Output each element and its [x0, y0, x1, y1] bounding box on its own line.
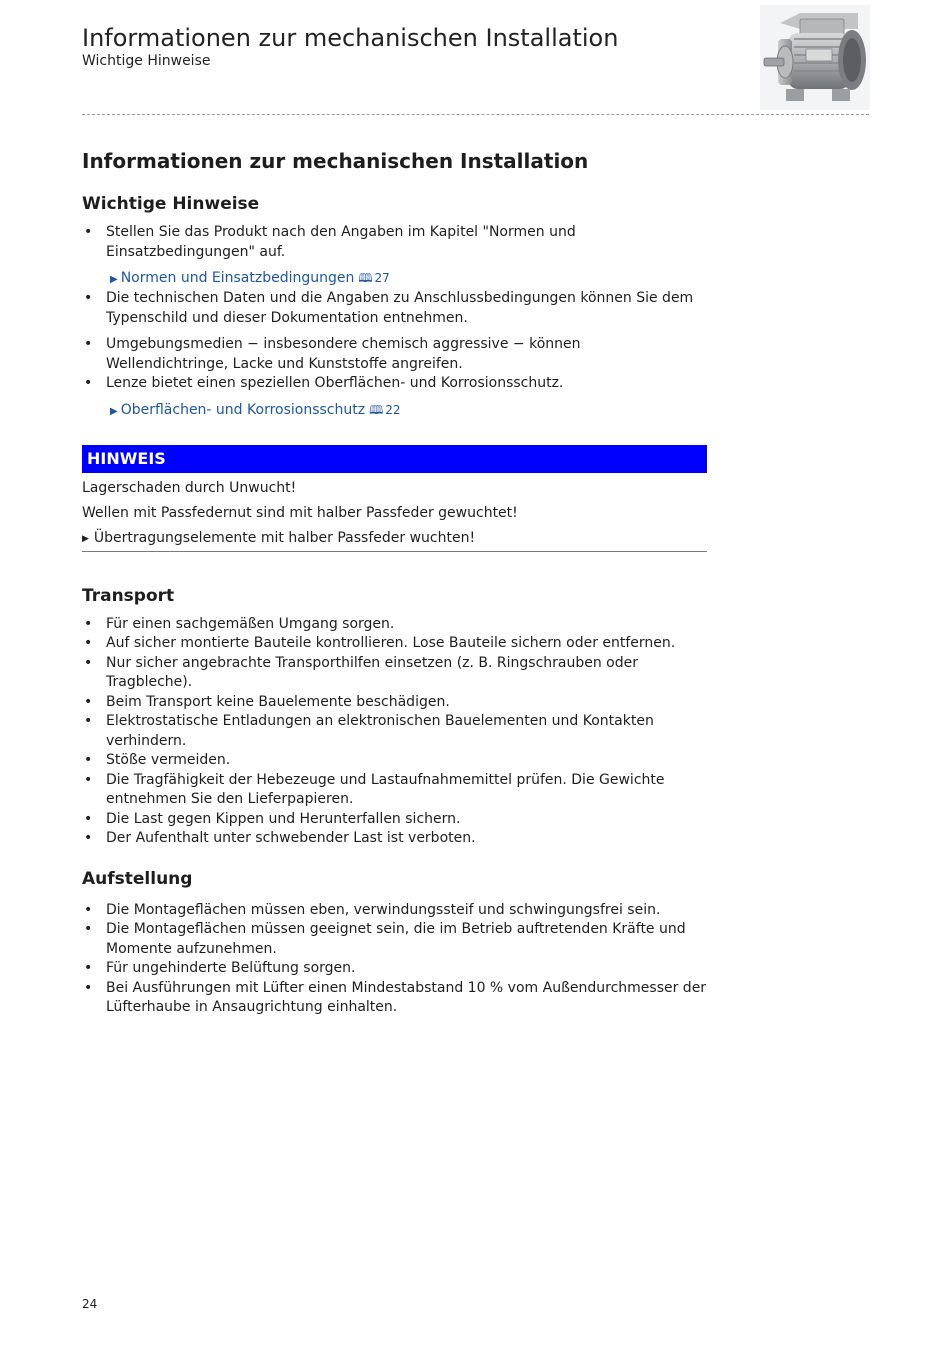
list-item: • Für einen sachgemäßen Umgang sorgen.: [82, 615, 707, 635]
list-item: • Elektrostatische Entladungen an elektronischen Bauelementen und Kontakten verhindern.: [82, 712, 707, 751]
list-item: • Die technischen Daten und die Angaben zu Anschlussbedingungen können Sie dem Typenschild und dieser Dokumentation entnehmen.: [82, 289, 707, 328]
list-item: • Bei Ausführungen mit Lüfter einen Mindestabstand 10 % vom Außendurchmesser der Lüfterhaube in Ansaugrichtung einhalten.: [82, 979, 707, 1018]
main-content: [82, 146, 707, 1018]
list-item: • Für ungehinderte Belüftung sorgen.: [82, 959, 707, 979]
motor-photo-icon: [760, 5, 870, 110]
page-reference: 27: [374, 271, 390, 285]
triangle-right-icon: ▶: [82, 533, 89, 544]
caret-right-icon: ▶: [110, 405, 118, 417]
page-number: 24: [82, 1297, 98, 1311]
section-heading-aufstellung: Aufstellung: [82, 868, 193, 889]
wichtige-hinweise-list-continued: [82, 289, 707, 394]
aufstellung-list: [82, 901, 707, 1018]
list-item: • Die Tragfähigkeit der Hebezeuge und Lastaufnahmemittel prüfen. Die Gewichte entnehmen Sie den Lieferpapieren.: [82, 771, 707, 810]
page-reference: 22: [385, 402, 401, 417]
section-heading-transport: Transport: [82, 585, 175, 606]
link-label: Normen und Einsatzbedingungen: [120, 270, 355, 286]
list-item: • Nur sicher angebrachte Transporthilfen einsetzen (z. B. Ringschrauben oder Tragbleche).: [82, 654, 707, 693]
book-icon: 🕮: [369, 402, 384, 417]
caret-right-icon: ▶: [110, 274, 118, 285]
book-icon: 🕮: [358, 271, 373, 285]
wichtige-hinweise-list: [82, 223, 707, 262]
list-item: • Stöße vermeiden.: [82, 751, 707, 771]
page-title: Informationen zur mechanischen Installation: [82, 149, 589, 173]
notice-action-text: Übertragungselemente mit halber Passfeder wuchten!: [93, 529, 476, 546]
link-normen-einsatzbedingungen[interactable]: [82, 269, 707, 289]
notice-action: [82, 529, 707, 549]
section-heading-wichtige-hinweise: Wichtige Hinweise: [82, 194, 260, 214]
list-item: • Auf sicher montierte Bauteile kontrollieren. Lose Bauteile sichern oder entfernen.: [82, 634, 707, 654]
list-item: • Umgebungsmedien − insbesondere chemisch aggressive − können Wellendichtringe, Lacke und Kunststoffe angreifen.: [82, 335, 707, 374]
notice-box: [82, 445, 707, 552]
header-subtitle: Wichtige Hinweise: [82, 53, 211, 69]
list-item: • Die Montageflächen müssen eben, verwindungssteif und schwingungsfrei sein.: [82, 901, 707, 921]
list-item: • Lenze bietet einen speziellen Oberflächen- und Korrosionsschutz.: [82, 374, 707, 394]
notice-consequence: Wellen mit Passfedernut sind mit halber Passfeder gewuchtet!: [82, 504, 518, 521]
list-item: • Der Aufenthalt unter schwebender Last ist verboten.: [82, 829, 707, 849]
list-item: • Stellen Sie das Produkt nach den Angaben im Kapitel "Normen und Einsatzbedingungen" auf.: [82, 223, 707, 262]
header-divider: [82, 114, 869, 115]
link-oberflaechen-korrosionsschutz[interactable]: [82, 401, 707, 421]
list-item: • Beim Transport keine Bauelemente beschädigen.: [82, 693, 707, 713]
header-title: Informationen zur mechanischen Installation: [82, 24, 619, 52]
link-label: Oberflächen- und Korrosionsschutz: [120, 401, 366, 418]
transport-list: [82, 615, 707, 849]
list-item: • Die Last gegen Kippen und Herunterfallen sichern.: [82, 810, 707, 830]
list-item: • Die Montageflächen müssen geeignet sein, die im Betrieb auftretenden Kräfte und Momente aufzunehmen.: [82, 920, 707, 959]
notice-hazard: Lagerschaden durch Unwucht!: [82, 479, 297, 496]
notice-heading: HINWEIS: [82, 445, 707, 473]
